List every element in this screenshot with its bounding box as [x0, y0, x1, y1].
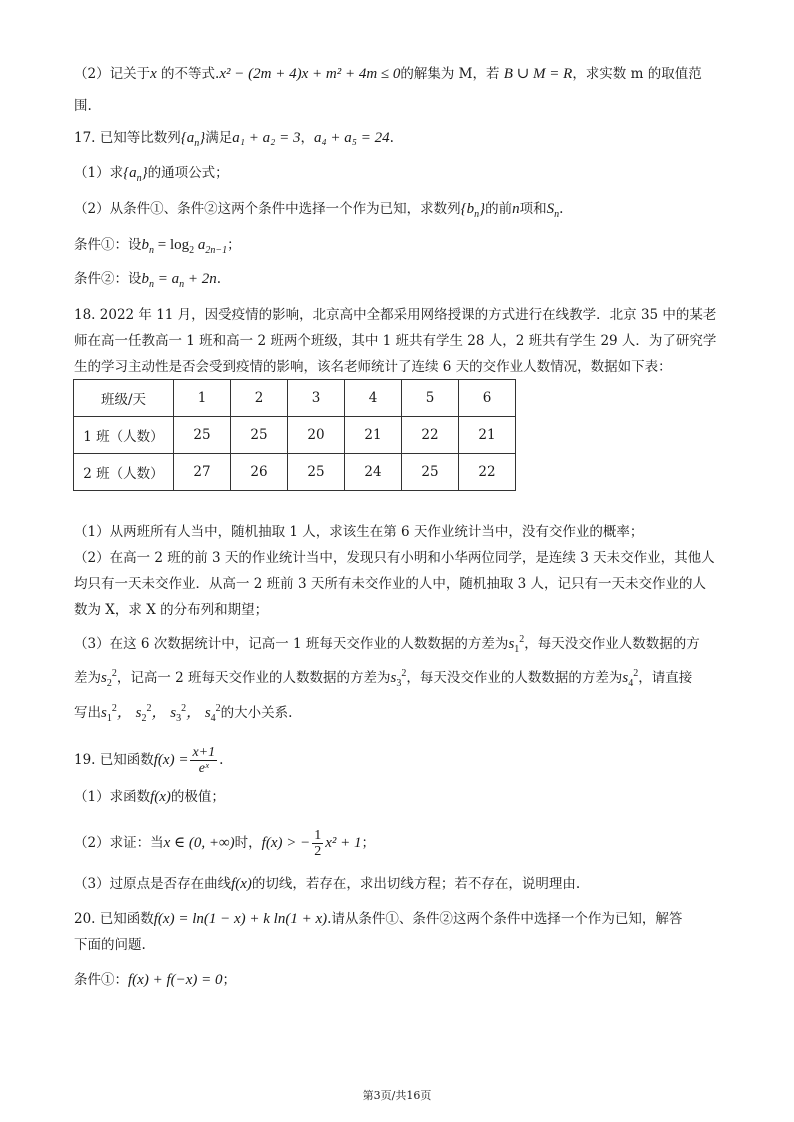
- q19-text: 的极值；: [170, 789, 225, 805]
- q17-seq-sub: n: [554, 209, 560, 220]
- q17-end: .: [389, 130, 394, 146]
- q18-var-s: s: [390, 670, 397, 686]
- q20-text: 20. 已知函数: [74, 911, 154, 927]
- q18-part2-line2: 均只有一天未交作业．从高一 2 班前 3 天所有未交作业的人中，随机抽取 3 人，记只有一天未交作业的人: [74, 576, 707, 592]
- q17-text: 的前: [485, 201, 513, 217]
- q19-function: f(x): [231, 876, 252, 892]
- table-cell: 25: [174, 417, 231, 454]
- q20-end: ；: [222, 972, 236, 988]
- q17-end: .: [216, 271, 222, 287]
- q19-text: （3）过原点是否存在曲线: [74, 876, 232, 892]
- q18-part3-line3: 写出$s_1^2$， $s_2^2$， $s_3^2$， $s_4^2$的大小关系.: [74, 703, 293, 724]
- q17-var-b: b: [141, 237, 149, 253]
- table-header-cell: 2: [231, 380, 288, 417]
- q17-seq: {a: [180, 130, 195, 146]
- table-cell: 1 班（人数）: [74, 417, 174, 454]
- q19-function: f(x): [150, 789, 171, 805]
- table-cell: 25: [288, 454, 345, 491]
- q17-text: 项和: [519, 201, 547, 217]
- table-cell: 22: [402, 417, 459, 454]
- q17-eq1: a₁ + a₂ = 3: [232, 130, 301, 146]
- q17-text: 条件②：设: [74, 271, 142, 287]
- q20-text: 条件①：: [74, 972, 128, 988]
- q18-stem-line2: 师在高一任教高一 1 班和高一 2 班两个班级，其中 1 班共有学生 28 人，2 班共有学生 29 人．为了研究学: [74, 333, 717, 349]
- q18-part2-line3: 数为 X，求 X 的分布列和期望；: [74, 602, 269, 618]
- q17-text: 满足: [205, 130, 233, 146]
- table-header-row: [74, 380, 516, 417]
- q17-seq-sub: n: [136, 173, 142, 184]
- table-cell: 25: [231, 417, 288, 454]
- q16-condition: B ∪ M = R: [503, 66, 573, 82]
- q17-seq-sub: n: [474, 209, 480, 220]
- q19-rhs: x² + 1: [325, 835, 362, 851]
- q16-text: 的解集为 M，若: [400, 66, 504, 82]
- table-header-cell: 1: [174, 380, 231, 417]
- q17-seq-end: }: [479, 201, 486, 217]
- q17-part2: [74, 199, 563, 219]
- q18-data-table: [73, 379, 516, 491]
- q18-stem-line1: 18. 2022 年 11 月，因受疫情的影响，北京高中全都采用网络授课的方式进行在线教学．北京 35 中的某老: [74, 307, 717, 323]
- q16-var-x: x: [150, 66, 157, 82]
- q17-text: （2）从条件①、条件②这两个条件中选择一个作为已知，求数列: [74, 201, 461, 217]
- q16-part2-line2: 围.: [74, 98, 92, 114]
- q17-var-S: S: [546, 201, 555, 217]
- q17-text: （1）求: [74, 165, 124, 181]
- q18-part1: （1）从两班所有人当中，随机抽取 1 人，求该生在第 6 天作业统计当中，没有交作业的概率；: [74, 524, 644, 540]
- q18-text: 的大小关系.: [220, 705, 293, 721]
- q20-stem-line2: 下面的问题.: [74, 937, 146, 953]
- table-row: [74, 454, 516, 491]
- table-cell: 20: [288, 417, 345, 454]
- q18-var-s: s: [101, 670, 107, 686]
- q17-stem: [74, 128, 394, 148]
- q18-text: 差为: [74, 670, 101, 686]
- q18-text: ，记高一 2 班每天交作业的人数数据的方差为: [116, 670, 391, 686]
- table-header-cell: 6: [459, 380, 516, 417]
- q19-numerator: 1: [314, 828, 322, 843]
- q17-seq-b: {b: [460, 201, 475, 217]
- q19-text: 的切线，若存在，求出切线方程；若不存在，说明理由.: [251, 876, 581, 892]
- q19-text: 19. 已知函数: [74, 752, 154, 768]
- table-cell: 26: [231, 454, 288, 491]
- q20-equation: f(x) + f(−x) = 0: [128, 972, 223, 988]
- q17-seq-sub: n: [149, 245, 154, 256]
- q18-text: ，请直接: [638, 670, 693, 686]
- q20-text: .请从条件①、条件②这两个条件中选择一个作为已知，解答: [327, 911, 683, 927]
- q17-log: = log: [154, 237, 190, 253]
- q18-stem-line3: 生的学习主动性是否会受到疫情的影响，该名老师统计了连续 6 天的交作业人数情况，数据如下表：: [74, 359, 672, 375]
- q19-denominator: 2: [314, 844, 322, 859]
- q17-text: 17. 已知等比数列: [74, 130, 181, 146]
- q18-text: ，每天没交作业的人数数据的方差为: [406, 670, 623, 686]
- table-cell: 21: [345, 417, 402, 454]
- q17-end: .: [559, 201, 564, 217]
- q19-part1: [74, 787, 225, 807]
- q19-numerator: x+1: [192, 745, 216, 760]
- q17-var-n: n: [512, 201, 520, 217]
- q17-text: 条件①：设: [74, 237, 142, 253]
- q17-seq-end: }: [199, 130, 206, 146]
- q19-lhs: f(x) > −: [261, 835, 311, 851]
- q18-var-s: s: [204, 705, 211, 721]
- q17-comma: ，: [300, 130, 314, 146]
- q19-function: f(x) =: [153, 752, 189, 768]
- q17-log-base: 2: [189, 245, 195, 256]
- q19-half-fraction: [312, 828, 323, 859]
- table-cell: 25: [402, 454, 459, 491]
- table-cell: 24: [345, 454, 402, 491]
- q17-var-a: = a: [154, 271, 180, 287]
- q17-a-sub: 2n−1: [205, 245, 228, 256]
- q17-seq: {a: [123, 165, 137, 181]
- q19-part2: [74, 826, 375, 860]
- q17-eq2: a₄ + a₅ = 24: [313, 130, 390, 146]
- q18-var-s: s: [622, 670, 629, 686]
- q19-stem: [74, 743, 223, 777]
- q18-var-s: s: [135, 705, 142, 721]
- q17-seq-sub: n: [179, 279, 185, 290]
- q19-domain: x ∈ (0, +∞): [163, 835, 235, 851]
- q18-text: （3）在这 6 次数据统计中，记高一 1 班每天交作业的人数数据的方差为: [74, 636, 509, 652]
- table-header-cell: 3: [288, 380, 345, 417]
- q17-text: 的通项公式；: [147, 165, 229, 181]
- q20-function: f(x) = ln(1 − x) + k ln(1 + x): [153, 911, 328, 927]
- q16-text: 的不等式.: [156, 66, 220, 82]
- q17-condition2: [74, 269, 221, 289]
- q18-var-s: s: [508, 636, 515, 652]
- q18-text: ，每天没交作业人数数据的方: [524, 636, 700, 652]
- q17-end: ；: [227, 237, 241, 253]
- q19-part3: [74, 874, 580, 894]
- q20-stem-line1: [74, 909, 682, 929]
- q18-text: 写出: [74, 705, 101, 721]
- q16-text: ，求实数 m 的取值范: [572, 66, 702, 82]
- q20-condition1: [74, 970, 236, 990]
- table-cell: 2 班（人数）: [74, 454, 174, 491]
- q18-part3-line1: （3）在这 6 次数据统计中，记高一 1 班每天交作业的人数数据的方差为$s_1^2$，每天没交作业人数数据的方: [74, 634, 700, 655]
- table-cell: 22: [459, 454, 516, 491]
- q19-text: （1）求函数: [74, 789, 151, 805]
- q19-fraction: [190, 745, 217, 776]
- q18-var-s: s: [101, 705, 107, 721]
- q17-seq-sub: n: [194, 138, 200, 149]
- table-row: [74, 417, 516, 454]
- q19-text: （2）求证：当: [74, 835, 164, 851]
- q19-end: ；: [361, 835, 376, 851]
- q17-seq-sub: n: [149, 279, 154, 290]
- q18-part2-line1: （2）在高一 2 班的前 3 天的作业统计当中，发现只有小明和小华两位同学，是连续 3 天未交作业，其他人: [74, 550, 715, 566]
- table-header-cell: 班级/天: [74, 380, 174, 417]
- q17-tail: + 2n: [184, 271, 217, 287]
- q19-denominator: eˣ: [198, 761, 209, 776]
- table-cell: 27: [174, 454, 231, 491]
- q18-var-s: s: [170, 705, 177, 721]
- q16-part2-line1: [74, 64, 702, 84]
- q17-var-a: a: [194, 237, 206, 253]
- q16-inequality: x² − (2m + 4)x + m² + 4m ≤ 0: [219, 66, 401, 82]
- q18-part3-line2: 差为$s_2^2$，记高一 2 班每天交作业的人数数据的方差为$s_3^2$，每天没交作业的人数数据的方差为$s_4^2$，请直接: [74, 668, 693, 689]
- q17-condition1: [74, 235, 241, 255]
- table-cell: 21: [459, 417, 516, 454]
- q17-part1: [74, 163, 229, 183]
- page-footer: 第3页/共16页: [362, 1089, 432, 1102]
- q17-var-b: b: [141, 271, 149, 287]
- table-header-cell: 4: [345, 380, 402, 417]
- q16-text: （2）记关于: [74, 66, 151, 82]
- q17-seq-end: }: [141, 165, 148, 181]
- q19-end: .: [219, 752, 224, 768]
- q19-text: 时，: [234, 835, 262, 851]
- table-header-cell: 5: [402, 380, 459, 417]
